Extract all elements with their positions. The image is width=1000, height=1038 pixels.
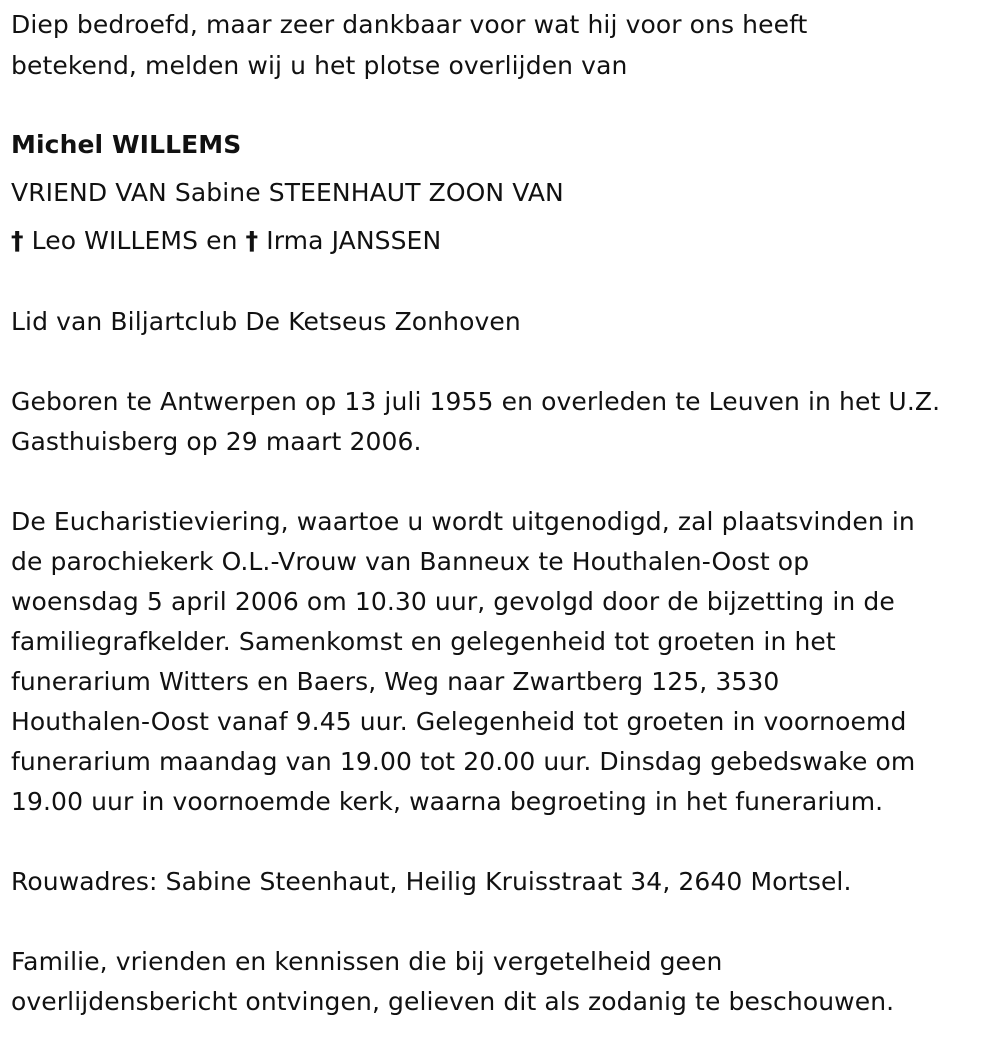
ceremony-line: funerarium maandag van 19.00 tot 20.00 uur. Dinsdag gebedswake om (11, 747, 916, 776)
birth-death-line-2: Gasthuisberg op 29 maart 2006. (11, 427, 422, 456)
intro-line-2: betekend, melden wij u het plotse overlijden van (11, 51, 628, 80)
ceremony-line: funerarium Witters en Baers, Weg naar Zwartberg 125, 3530 (11, 667, 780, 696)
deceased-name: Michel WILLEMS (11, 130, 242, 159)
ceremony-line: familiegrafkelder. Samenkomst en gelegenheid tot groeten in het (11, 627, 836, 656)
mourning-address: Rouwadres: Sabine Steenhaut, Heilig Kruisstraat 34, 2640 Mortsel. (11, 867, 852, 896)
closing-line-2: overlijdensbericht ontvingen, gelieven dit als zodanig te beschouwen. (11, 987, 895, 1016)
ceremony-line: Houthalen-Oost vanaf 9.45 uur. Gelegenheid tot groeten in voornoemd (11, 707, 907, 736)
ceremony-line: woensdag 5 april 2006 om 10.30 uur, gevolgd door de bijzetting in de (11, 587, 895, 616)
cross-icon: † (245, 226, 259, 255)
ceremony-line: de parochiekerk O.L.-Vrouw van Banneux te Houthalen-Oost op (11, 547, 810, 576)
connector-text: en (206, 226, 238, 255)
mother-name: Irma JANSSEN (266, 226, 442, 255)
parents-line (11, 221, 441, 261)
relations-line: VRIEND VAN Sabine STEENHAUT ZOON VAN (11, 178, 564, 207)
membership-line: Lid van Biljartclub De Ketseus Zonhoven (11, 307, 521, 336)
intro-line-1: Diep bedroefd, maar zeer dankbaar voor wat hij voor ons heeft (11, 10, 808, 39)
ceremony-line: De Eucharistieviering, waartoe u wordt uitgenodigd, zal plaatsvinden in (11, 507, 915, 536)
closing-line-1: Familie, vrienden en kennissen die bij vergetelheid geen (11, 947, 723, 976)
father-name: Leo WILLEMS (31, 226, 199, 255)
ceremony-line: 19.00 uur in voornoemde kerk, waarna begroeting in het funerarium. (11, 787, 884, 816)
birth-death-line-1: Geboren te Antwerpen op 13 juli 1955 en overleden te Leuven in het U.Z. (11, 387, 941, 416)
cross-icon: † (11, 226, 24, 255)
